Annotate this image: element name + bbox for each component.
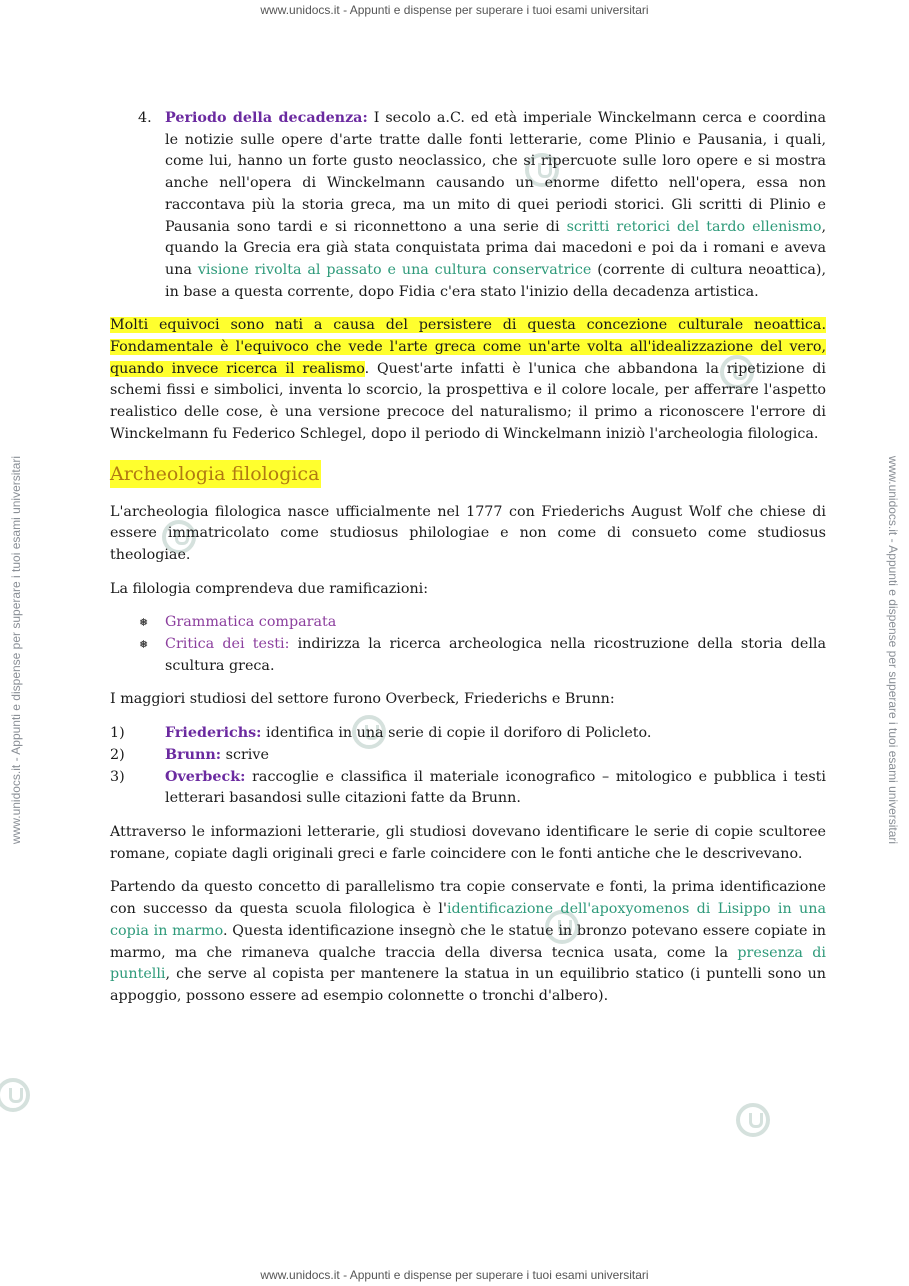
highlight-term: presenza di puntelli [110,944,827,983]
list-number: 4. [138,110,152,126]
snowflake-bullet-icon: ❅ [139,638,149,652]
watermark-logo-icon [0,1078,30,1112]
paragraph-parallelismo: Partendo da questo concetto di parallelismo tra copie conservate e fonti, la prima identificazione con successo da questa scuola filologica è l'identificazione dell'apoxyomenos di Lisippo in una copia in marmo. Questa identificazione insegnò che le statue in bronzo potevano essere copiate in marmo, ma che rimaneva qualche traccia della diversa tecnica usata, come la presenza di puntelli, che serve al copista per mantenere la statua in un equilibrio statico (i puntelli sono un appoggio, possono essere ad esempio colonnette o tronchi d'albero). [110,879,827,1004]
list-number: 2) [110,746,125,763]
list-number: 3) [110,768,125,785]
page-footer: www.unidocs.it - Appunti e dispense per superare i tuoi esami universitari [260,1268,649,1282]
side-watermark-right: www.unidocs.it - Appunti e dispense per superare i tuoi esami universitari [886,455,900,845]
list-item: 3) Overbeck: raccoglie e classifica il materiale iconografico – mitologico e pubblica i testi letterari basandosi sulle citazioni fatte da Brunn. [110,768,826,807]
paragraph-informazioni: Attraverso le informazioni letterarie, gli studiosi dovevano identificare le serie di copie scultoree romane, copiate dagli originali greci e farle coincidere con le fonti antiche che le descrivevano. [110,823,826,862]
paragraph-studiosi: I maggiori studiosi del settore furono Overbeck, Friederichs e Brunn: [110,691,615,708]
side-watermark-left: www.unidocs.it - Appunti e dispense per superare i tuoi esami universitari [9,455,23,845]
page-header: www.unidocs.it - Appunti e dispense per superare i tuoi esami universitari [260,3,649,17]
paragraph-filologia: La filologia comprendeva due ramificazioni: [110,580,429,597]
highlight-term: scritti retorici del tardo ellenismo [566,218,822,235]
highlight-term: identificazione dell'apoxyomenos di Lisippo in una copia in marmo [110,901,826,939]
section-heading: Archeologia filologica [110,460,321,488]
snowflake-bullet-icon: ❅ [139,616,149,630]
list-item-period-4: 4. Periodo della decadenza: I secolo a.C. ed età imperiale Winckelmann cerca e coordina le notizie sulle opere d'arte tratte dalle fonti letterarie, come Plinio e Pausania, i quali, come lui, hanno un forte gusto neoclassico, che si ripercuote sulle loro opere e si mostra anche nell'opera di Winckelmann causando un enorme difetto nell'opera, essa non raccontava più la storia greca, ma un mito di quei periodi storici. Gli scritti di Plinio e Pausania sono tardi e si riconnettono a una serie di scritti retorici del tardo ellenismo, quando la Grecia era già stata conquistata prima dai macedoni e poi da i romani e aveva una visione rivolta al passato e una cultura conservatrice (corrente di cultura neoattica), in base a questa corrente, dopo Fidia c'era stato l'inizio della decadenza artistica. [138,110,827,300]
list-item: 2) Brunn: scrive [110,745,826,767]
paragraph-archeologia: L'archeologia filologica nasce ufficialmente nel 1777 con Friederichs August Wolf che chiese di essere immatricolato come studiosus philologiae e non come di consueto come studiosus theologiae. [110,503,826,563]
scholars-list [110,723,826,810]
paragraph-equivoci: Molti equivoci sono nati a causa del persistere di questa concezione culturale neoattica. Fondamentale è l'equivoco che vede l'arte greca come un'arte volta all'idealizzazione del vero, quando invece ricerca il realismo. Quest'arte infatti è l'unica che abbandona la ripetizione di schemi fissi e simbolici, inventa lo scorcio, la prospettiva e il colore locale, per afferrare l'aspetto realistico delle cose, è una versione precoce del naturalismo; il primo a riconoscere l'errore di Winckelmann fu Federico Schlegel, dopo il periodo di Winckelmann iniziò l'archeologia filologica. [110,317,826,442]
highlight-term: visione rivolta al passato e una cultura conservatrice [197,261,592,278]
list-item: 1) Friederichs: identifica in una serie di copie il doriforo di Policleto. [110,723,826,745]
list-item: ❅ Critica dei testi: indirizza la ricerca archeologica nella ricostruzione della storia della scultura greca. [139,636,826,674]
document-body [110,108,826,1020]
watermark-logo-icon [736,1103,770,1137]
bullet-list [110,612,826,677]
list-item: ❅ Grammatica comparata [110,612,826,634]
highlighted-text: Molti equivoci sono nati a causa del persistere di questa concezione culturale neoattica. Fondamentale è l'equivoco che vede l'arte greca come un'arte volta all'idealizzazione del vero, quando invece ricerca il realismo [110,317,826,377]
list-number: 1) [110,725,125,742]
term-decadenza: Periodo della decadenza: [165,110,368,126]
